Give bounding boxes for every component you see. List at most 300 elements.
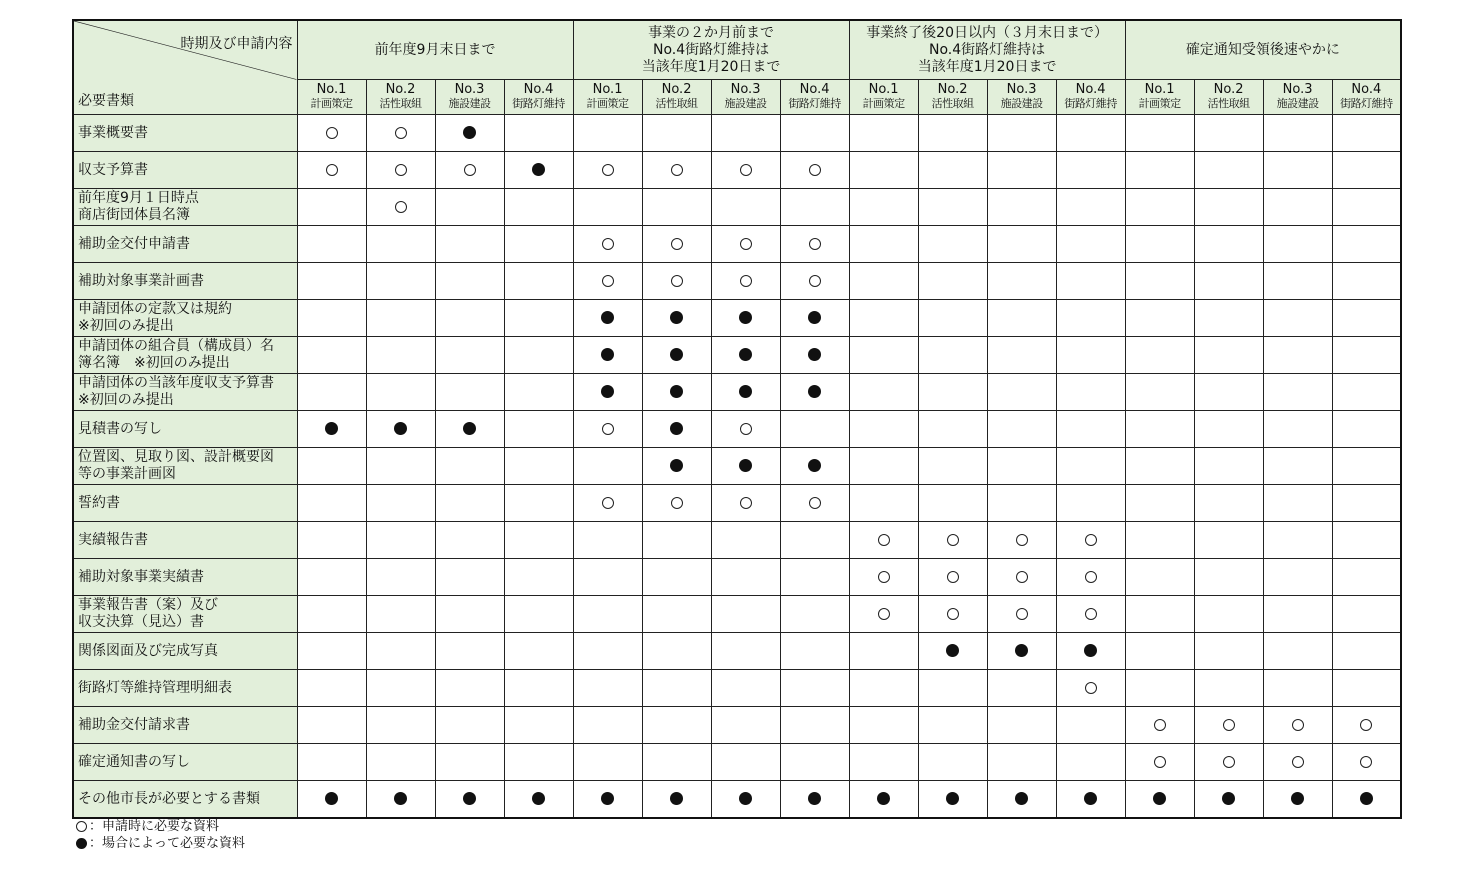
subcolumn-number: No.2 (1213, 82, 1244, 97)
requirement-cell (504, 374, 573, 411)
requirement-cell (504, 411, 573, 448)
requirement-cell (642, 744, 711, 781)
requirement-cell (1194, 411, 1263, 448)
requirement-cell (1125, 781, 1194, 819)
filled-circle-icon (532, 792, 545, 805)
requirement-cell (297, 152, 366, 189)
requirement-cell (366, 485, 435, 522)
requirement-cell (1332, 115, 1401, 152)
requirement-cell (366, 300, 435, 337)
requirement-cell (1194, 152, 1263, 189)
requirement-cell (849, 744, 918, 781)
requirement-cell (1263, 300, 1332, 337)
filled-circle-icon (670, 422, 683, 435)
requirement-cell (366, 596, 435, 633)
requirement-cell (1263, 189, 1332, 226)
document-name-line: 商店街団体員名簿 (78, 207, 190, 223)
requirement-cell (435, 189, 504, 226)
requirement-cell (780, 670, 849, 707)
requirement-cell (366, 781, 435, 819)
requirement-cell (573, 374, 642, 411)
table-row (73, 559, 1401, 596)
requirement-cell (1125, 485, 1194, 522)
requirement-cell (297, 263, 366, 300)
period-header-line: 確定通知受領後速やかに (1185, 41, 1340, 58)
subcolumn-label: 活性取組 (1207, 97, 1250, 110)
subcolumn-header (1263, 80, 1332, 115)
document-name-cell (73, 707, 297, 744)
requirement-cell (297, 226, 366, 263)
requirement-cell (849, 411, 918, 448)
requirement-cell (1332, 411, 1401, 448)
subcolumn-number: No.4 (523, 82, 554, 97)
open-circle-icon (1016, 608, 1028, 620)
requirement-cell (780, 522, 849, 559)
subcolumn-label: 街路灯維持 (512, 97, 565, 110)
requirement-cell (1125, 226, 1194, 263)
requirement-cell (849, 781, 918, 819)
filled-circle-icon (325, 792, 338, 805)
requirement-cell (573, 633, 642, 670)
filled-circle-icon (325, 422, 338, 435)
requirement-cell (987, 115, 1056, 152)
document-name-line: 実績報告書 (78, 531, 148, 548)
filled-circle-icon (946, 792, 959, 805)
table-row (73, 300, 1401, 337)
requirement-cell (297, 596, 366, 633)
requirement-cell (780, 337, 849, 374)
filled-circle-icon (532, 163, 545, 176)
requirement-cell (1263, 522, 1332, 559)
subcolumn-number: No.3 (454, 82, 485, 97)
requirement-cell (573, 115, 642, 152)
period-header-line: No.4街路灯維持は (929, 41, 1046, 58)
requirement-cell (366, 226, 435, 263)
requirement-cell (1332, 781, 1401, 819)
legend-item (76, 835, 245, 852)
requirement-cell (918, 189, 987, 226)
subcolumn-header (642, 80, 711, 115)
table-row (73, 707, 1401, 744)
requirement-cell (573, 596, 642, 633)
open-circle-icon (1016, 571, 1028, 583)
open-circle-icon (1360, 756, 1372, 768)
requirement-cell (435, 522, 504, 559)
document-name-cell (73, 670, 297, 707)
document-name-cell (73, 263, 297, 300)
document-name-line: ※初回のみ提出 (78, 392, 174, 408)
open-circle-icon (602, 497, 614, 509)
requirement-cell (642, 633, 711, 670)
requirement-cell (780, 411, 849, 448)
requirement-cell (1194, 189, 1263, 226)
document-name-line: 位置図、見取り図、設計概要図 (78, 449, 274, 465)
requirement-cell (504, 485, 573, 522)
requirement-cell (435, 670, 504, 707)
requirement-cell (1056, 707, 1125, 744)
period-header-line: 事業の２か月前まで (648, 24, 775, 41)
requirement-cell (573, 781, 642, 819)
document-name-line: 簿名簿 ※初回のみ提出 (78, 355, 230, 371)
period-header-line: 当該年度1月20日まで (641, 58, 781, 75)
requirement-cell (1056, 781, 1125, 819)
filled-circle-icon (670, 459, 683, 472)
requirement-cell (1263, 744, 1332, 781)
requirement-cell (711, 152, 780, 189)
requirement-cell (366, 411, 435, 448)
requirement-cell (366, 670, 435, 707)
subcolumn-number: No.1 (592, 82, 623, 97)
requirement-cell (642, 522, 711, 559)
requirement-cell (780, 559, 849, 596)
table-row (73, 152, 1401, 189)
document-name-line: 補助対象事業実績書 (78, 568, 204, 585)
requirement-cell (1263, 596, 1332, 633)
requirement-cell (1263, 337, 1332, 374)
requirement-cell (987, 263, 1056, 300)
subcolumn-label: 街路灯維持 (788, 97, 841, 110)
requirement-cell (504, 226, 573, 263)
requirement-cell (366, 744, 435, 781)
requirement-cell (918, 633, 987, 670)
document-name-cell (73, 448, 297, 485)
open-circle-icon (1223, 756, 1235, 768)
open-circle-icon (740, 497, 752, 509)
table-row (73, 485, 1401, 522)
table-row (73, 115, 1401, 152)
open-circle-icon (602, 164, 614, 176)
requirement-cell (987, 596, 1056, 633)
requirement-cell (780, 300, 849, 337)
requirement-cell (1332, 374, 1401, 411)
legend-text: ：申請時に必要な資料 (89, 819, 220, 834)
filled-circle-icon (1084, 792, 1097, 805)
period-header-line: 前年度9月末日まで (374, 41, 496, 58)
requirement-cell (297, 707, 366, 744)
open-circle-icon (1360, 719, 1372, 731)
requirement-cell (918, 411, 987, 448)
requirements-table-container (72, 19, 1402, 819)
requirement-cell (1263, 411, 1332, 448)
requirement-cell (1056, 670, 1125, 707)
requirement-cell (987, 744, 1056, 781)
subcolumn-label: 施設建設 (1000, 97, 1043, 110)
requirement-cell (780, 744, 849, 781)
requirement-cell (435, 744, 504, 781)
requirement-cell (780, 189, 849, 226)
requirement-cell (1332, 744, 1401, 781)
subcolumn-header (573, 80, 642, 115)
requirement-cell (780, 485, 849, 522)
filled-circle-icon (1015, 644, 1028, 657)
subcolumn-label: 計画策定 (586, 97, 629, 110)
requirement-cell (918, 522, 987, 559)
document-name-line: 前年度9月１日時点 (78, 190, 199, 206)
requirement-cell (573, 670, 642, 707)
open-circle-icon (878, 571, 890, 583)
requirement-cell (1332, 670, 1401, 707)
requirement-cell (1332, 707, 1401, 744)
requirement-cell (366, 263, 435, 300)
requirement-cell (918, 781, 987, 819)
requirement-cell (918, 559, 987, 596)
requirement-cell (1056, 522, 1125, 559)
requirement-cell (1125, 189, 1194, 226)
requirement-cell (573, 744, 642, 781)
subcolumn-header (1332, 80, 1401, 115)
subcolumn-label: 施設建設 (448, 97, 491, 110)
requirement-cell (1263, 115, 1332, 152)
requirement-cell (711, 633, 780, 670)
open-circle-icon (464, 164, 476, 176)
document-name-line: 申請団体の組合員（構成員）名 (78, 338, 274, 354)
document-name-cell (73, 152, 297, 189)
requirement-cell (711, 559, 780, 596)
requirement-cell (780, 596, 849, 633)
requirement-cell (918, 596, 987, 633)
requirement-cell (1194, 522, 1263, 559)
document-name-line: 誓約書 (78, 494, 120, 511)
requirement-cell (1332, 485, 1401, 522)
requirement-cell (366, 707, 435, 744)
requirement-cell (987, 670, 1056, 707)
requirement-cell (1056, 411, 1125, 448)
subcolumn-label: 施設建設 (1276, 97, 1319, 110)
requirement-cell (1056, 633, 1125, 670)
requirement-cell (849, 522, 918, 559)
requirement-cell (642, 596, 711, 633)
requirement-cell (435, 300, 504, 337)
filled-circle-icon (463, 126, 476, 139)
requirement-cell (504, 596, 573, 633)
subcolumn-header (918, 80, 987, 115)
table-row (73, 374, 1401, 411)
requirement-cell (849, 152, 918, 189)
subcolumn-label: 街路灯維持 (1340, 97, 1393, 110)
requirement-cell (1194, 596, 1263, 633)
requirement-cell (1125, 115, 1194, 152)
requirement-cell (435, 596, 504, 633)
requirement-cell (435, 226, 504, 263)
open-circle-icon (809, 164, 821, 176)
requirement-cell (573, 226, 642, 263)
requirement-cell (1194, 781, 1263, 819)
requirement-cell (366, 152, 435, 189)
filled-circle-icon (670, 385, 683, 398)
open-circle-icon (76, 821, 87, 832)
requirement-cell (1125, 522, 1194, 559)
subcolumn-header (849, 80, 918, 115)
requirement-cell (297, 781, 366, 819)
requirement-cell (711, 781, 780, 819)
corner-header (73, 20, 297, 80)
requirement-cell (780, 115, 849, 152)
filled-circle-icon (808, 311, 821, 324)
requirement-cell (573, 411, 642, 448)
requirement-cell (1263, 633, 1332, 670)
open-circle-icon (671, 164, 683, 176)
requirement-cell (1125, 411, 1194, 448)
requirement-cell (366, 374, 435, 411)
subcolumn-label: 活性取組 (931, 97, 974, 110)
filled-circle-icon (1015, 792, 1028, 805)
document-name-cell (73, 189, 297, 226)
requirement-cell (918, 152, 987, 189)
requirement-cell (1263, 226, 1332, 263)
open-circle-icon (1085, 682, 1097, 694)
requirement-cell (1263, 448, 1332, 485)
requirement-cell (987, 374, 1056, 411)
filled-circle-icon (877, 792, 890, 805)
requirement-cell (849, 300, 918, 337)
requirement-cell (1194, 707, 1263, 744)
table-row (73, 226, 1401, 263)
requirement-cell (573, 263, 642, 300)
requirement-cell (711, 115, 780, 152)
open-circle-icon (809, 238, 821, 250)
subcolumn-header (435, 80, 504, 115)
required-documents-table (72, 19, 1402, 819)
corner-top-label: 時期及び申請内容 (180, 36, 293, 52)
open-circle-icon (947, 571, 959, 583)
subcolumn-number: No.2 (937, 82, 968, 97)
requirement-cell (918, 374, 987, 411)
requirement-cell (711, 522, 780, 559)
document-name-line: ※初回のみ提出 (78, 318, 174, 334)
table-row (73, 337, 1401, 374)
table-row (73, 781, 1401, 819)
open-circle-icon (809, 275, 821, 287)
filled-circle-icon (808, 385, 821, 398)
requirement-cell (987, 781, 1056, 819)
requirement-cell (504, 152, 573, 189)
open-circle-icon (602, 275, 614, 287)
filled-circle-icon (601, 348, 614, 361)
requirement-cell (573, 189, 642, 226)
requirement-cell (918, 300, 987, 337)
open-circle-icon (740, 238, 752, 250)
document-name-cell (73, 559, 297, 596)
requirement-cell (849, 633, 918, 670)
filled-circle-icon (601, 311, 614, 324)
requirement-cell (366, 115, 435, 152)
requirement-cell (987, 226, 1056, 263)
requirement-cell (1332, 263, 1401, 300)
open-circle-icon (1085, 534, 1097, 546)
requirement-cell (987, 152, 1056, 189)
requirement-cell (642, 189, 711, 226)
requirement-cell (1056, 152, 1125, 189)
filled-circle-icon (1153, 792, 1166, 805)
filled-circle-icon (808, 348, 821, 361)
requirement-cell (1056, 448, 1125, 485)
open-circle-icon (1292, 719, 1304, 731)
requirement-cell (297, 300, 366, 337)
subcolumn-label: 活性取組 (379, 97, 422, 110)
requirement-cell (573, 337, 642, 374)
subcolumn-header (297, 80, 366, 115)
requirement-cell (435, 411, 504, 448)
requirement-cell (711, 670, 780, 707)
subcolumn-header (1194, 80, 1263, 115)
requirement-cell (987, 189, 1056, 226)
filled-circle-icon (601, 385, 614, 398)
requirement-cell (504, 300, 573, 337)
requirement-cell (711, 411, 780, 448)
document-name-line: 収支決算（見込）書 (78, 614, 204, 630)
requirement-cell (435, 263, 504, 300)
requirement-cell (1263, 781, 1332, 819)
legend-item (76, 818, 245, 835)
document-name-cell (73, 485, 297, 522)
subcolumn-label: 計画策定 (1138, 97, 1181, 110)
requirement-cell (297, 522, 366, 559)
requirement-cell (366, 559, 435, 596)
filled-circle-icon (1291, 792, 1304, 805)
filled-circle-icon (1360, 792, 1373, 805)
open-circle-icon (1154, 719, 1166, 731)
period-header-2 (573, 20, 849, 80)
requirement-cell (849, 448, 918, 485)
subcolumn-number: No.1 (1144, 82, 1175, 97)
requirement-cell (1332, 189, 1401, 226)
requirement-cell (1125, 707, 1194, 744)
legend-text: ：場合によって必要な資料 (89, 836, 246, 851)
requirement-cell (711, 707, 780, 744)
requirement-cell (780, 226, 849, 263)
requirement-cell (711, 744, 780, 781)
requirement-cell (1056, 300, 1125, 337)
open-circle-icon (1154, 756, 1166, 768)
requirement-cell (1263, 559, 1332, 596)
requirement-cell (435, 781, 504, 819)
corner-bottom-label: 必要書類 (78, 92, 134, 109)
period-header-3 (849, 20, 1125, 80)
subcolumn-number: No.1 (868, 82, 899, 97)
legend (76, 818, 245, 852)
requirement-cell (297, 189, 366, 226)
requirement-cell (435, 485, 504, 522)
open-circle-icon (671, 497, 683, 509)
subcolumn-label: 施設建設 (724, 97, 767, 110)
requirement-cell (1125, 559, 1194, 596)
requirement-cell (1332, 596, 1401, 633)
table-row (73, 522, 1401, 559)
requirement-cell (1332, 522, 1401, 559)
requirement-cell (918, 485, 987, 522)
document-name-cell (73, 411, 297, 448)
requirement-cell (504, 559, 573, 596)
subcolumn-label: 計画策定 (862, 97, 905, 110)
requirement-cell (780, 263, 849, 300)
requirement-cell (1332, 559, 1401, 596)
period-header-line: 当該年度1月20日まで (917, 58, 1057, 75)
document-name-cell (73, 115, 297, 152)
requirement-cell (573, 522, 642, 559)
requirement-cell (504, 670, 573, 707)
requirement-cell (711, 263, 780, 300)
document-name-line: 補助対象事業計画書 (78, 272, 204, 289)
document-name-line: 申請団体の定款又は規約 (78, 301, 232, 317)
subcolumn-number: No.2 (661, 82, 692, 97)
document-name-cell (73, 337, 297, 374)
open-circle-icon (878, 534, 890, 546)
requirement-cell (849, 115, 918, 152)
filled-circle-icon (1084, 644, 1097, 657)
requirement-cell (780, 152, 849, 189)
open-circle-icon (395, 201, 407, 213)
document-name-cell (73, 744, 297, 781)
